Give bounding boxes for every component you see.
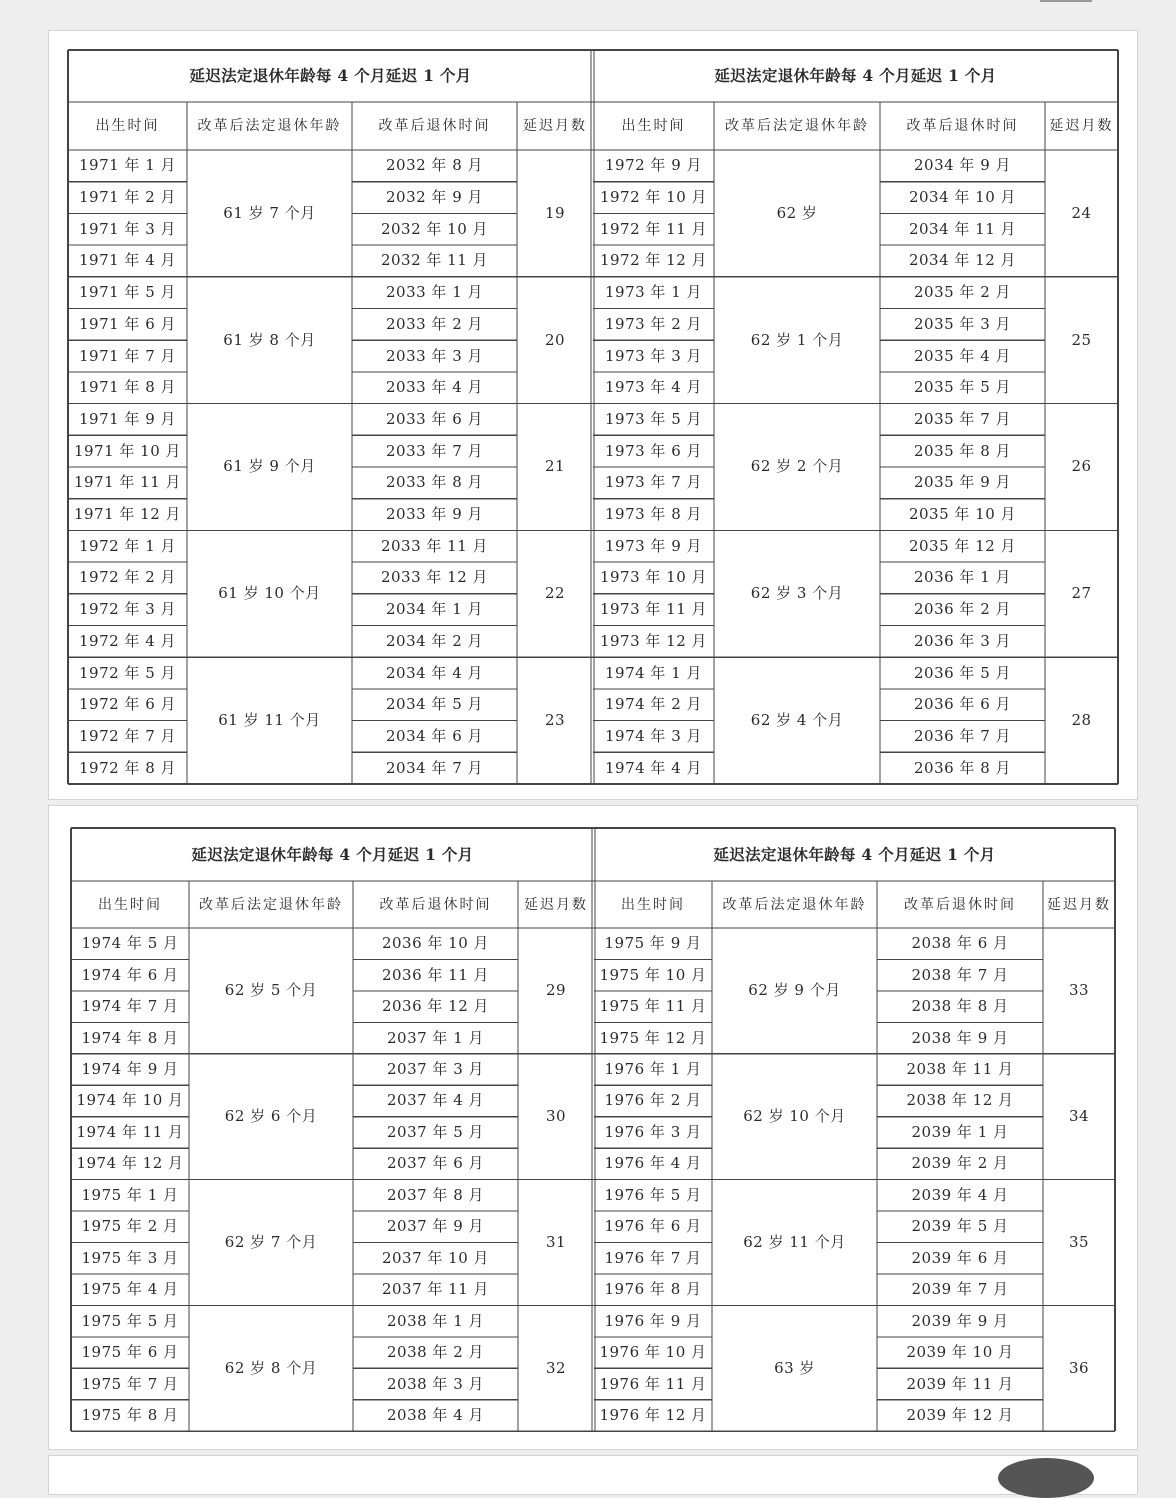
retirement-date-cell: 2034 年 9 月 (913, 156, 1012, 175)
retirement-date-cell: 2034 年 1 月 (385, 600, 484, 619)
retirement-date-cell: 2035 年 4 月 (913, 346, 1012, 365)
retirement-date-cell: 2038 年 11 月 (906, 1060, 1014, 1079)
retirement-age-cell: 62 岁 9 个月 (748, 981, 841, 1000)
retirement-age-cell: 62 岁 11 个月 (743, 1232, 846, 1251)
birth-date-cell: 1971 年 9 月 (78, 409, 177, 428)
birth-date-cell: 1976 年 1 月 (604, 1060, 702, 1079)
retirement-age-cell: 62 岁 1 个月 (750, 330, 844, 349)
column-header: 出生时间 (621, 896, 685, 913)
page-1 (48, 30, 1138, 800)
retirement-date-cell: 2033 年 1 月 (385, 283, 484, 302)
birth-date-cell: 1972 年 11 月 (599, 219, 708, 238)
birth-date-cell: 1974 年 3 月 (604, 726, 703, 745)
birth-date-cell: 1976 年 12 月 (599, 1405, 707, 1424)
birth-date-cell: 1974 年 8 月 (81, 1028, 179, 1047)
retirement-date-cell: 2033 年 11 月 (380, 536, 489, 555)
retirement-date-cell: 2038 年 12 月 (906, 1091, 1014, 1110)
retirement-date-cell: 2038 年 2 月 (386, 1343, 485, 1362)
birth-date-cell: 1976 年 7 月 (604, 1248, 702, 1267)
retirement-date-cell: 2039 年 5 月 (911, 1217, 1009, 1236)
retirement-age-cell: 62 岁 6 个月 (224, 1107, 318, 1126)
delay-months-cell: 19 (544, 203, 566, 222)
birth-date-cell: 1976 年 10 月 (599, 1343, 707, 1362)
delay-months-cell: 31 (545, 1232, 567, 1251)
column-header: 出生时间 (95, 118, 160, 134)
retirement-date-cell: 2038 年 6 月 (911, 934, 1009, 953)
birth-date-cell: 1975 年 2 月 (81, 1217, 179, 1236)
birth-date-cell: 1975 年 11 月 (599, 997, 707, 1016)
column-header: 改革后法定退休年龄 (197, 118, 342, 134)
retirement-date-cell: 2037 年 1 月 (386, 1028, 485, 1047)
birth-date-cell: 1975 年 3 月 (81, 1248, 179, 1267)
birth-date-cell: 1973 年 3 月 (604, 346, 703, 365)
retirement-date-cell: 2038 年 7 月 (911, 965, 1009, 984)
birth-date-cell: 1972 年 3 月 (78, 600, 177, 619)
column-header: 出生时间 (98, 896, 162, 913)
retirement-date-cell: 2036 年 3 月 (913, 631, 1012, 650)
birth-date-cell: 1971 年 3 月 (78, 219, 177, 238)
retirement-date-cell: 2038 年 4 月 (386, 1405, 485, 1424)
delay-months-cell: 20 (544, 330, 566, 349)
retirement-date-cell: 2038 年 8 月 (911, 997, 1009, 1016)
retirement-date-cell: 2033 年 9 月 (385, 505, 484, 524)
retirement-date-cell: 2035 年 7 月 (913, 409, 1012, 428)
birth-date-cell: 1973 年 12 月 (599, 631, 708, 650)
birth-date-cell: 1975 年 10 月 (599, 965, 707, 984)
column-header: 延迟月数 (1049, 118, 1114, 134)
retirement-date-cell: 2035 年 10 月 (908, 505, 1017, 524)
retirement-date-cell: 2037 年 11 月 (381, 1280, 490, 1299)
column-header: 改革后退休时间 (378, 118, 491, 134)
retirement-date-cell: 2038 年 3 月 (386, 1374, 485, 1393)
birth-date-cell: 1974 年 10 月 (76, 1091, 184, 1110)
delay-months-cell: 21 (544, 457, 566, 476)
birth-date-cell: 1973 年 4 月 (604, 378, 703, 397)
birth-date-cell: 1972 年 2 月 (78, 568, 177, 587)
floating-button[interactable] (998, 1458, 1094, 1498)
birth-date-cell: 1971 年 11 月 (73, 473, 182, 492)
retirement-date-cell: 2033 年 4 月 (385, 378, 484, 397)
retirement-date-cell: 2037 年 5 月 (386, 1122, 485, 1141)
birth-date-cell: 1975 年 12 月 (599, 1028, 707, 1047)
birth-date-cell: 1971 年 8 月 (78, 378, 177, 397)
birth-date-cell: 1976 年 9 月 (604, 1311, 702, 1330)
retirement-date-cell: 2034 年 12 月 (908, 251, 1017, 270)
table-title: 延迟法定退休年龄每 4 个月延迟 1 个月 (189, 66, 472, 86)
delay-months-cell: 32 (545, 1358, 567, 1377)
birth-date-cell: 1972 年 5 月 (78, 663, 177, 682)
delay-months-cell: 24 (1071, 203, 1092, 222)
birth-date-cell: 1973 年 1 月 (604, 283, 703, 302)
birth-date-cell: 1971 年 7 月 (78, 346, 177, 365)
retirement-date-cell: 2032 年 10 月 (380, 219, 489, 238)
birth-date-cell: 1973 年 5 月 (604, 409, 703, 428)
retirement-date-cell: 2036 年 10 月 (381, 934, 490, 953)
retirement-date-cell: 2035 年 3 月 (913, 314, 1012, 333)
birth-date-cell: 1974 年 11 月 (76, 1122, 184, 1141)
birth-date-cell: 1975 年 1 月 (81, 1185, 179, 1204)
birth-date-cell: 1971 年 2 月 (78, 188, 177, 207)
birth-date-cell: 1972 年 9 月 (604, 156, 703, 175)
retirement-date-cell: 2035 年 9 月 (913, 473, 1012, 492)
column-header: 延迟月数 (524, 896, 588, 913)
retirement-age-cell: 62 岁 5 个月 (224, 981, 318, 1000)
column-header: 延迟月数 (523, 118, 587, 134)
retirement-date-cell: 2034 年 5 月 (385, 695, 484, 714)
birth-date-cell: 1974 年 6 月 (81, 965, 179, 984)
retirement-date-cell: 2039 年 7 月 (911, 1280, 1009, 1299)
retirement-date-cell: 2033 年 8 月 (385, 473, 484, 492)
retirement-date-cell: 2039 年 6 月 (911, 1248, 1009, 1267)
birth-date-cell: 1975 年 4 月 (81, 1280, 179, 1299)
retirement-date-cell: 2037 年 4 月 (386, 1091, 485, 1110)
retirement-date-cell: 2037 年 10 月 (381, 1248, 490, 1267)
retirement-date-cell: 2038 年 1 月 (386, 1311, 485, 1330)
retirement-age-cell: 62 岁 8 个月 (224, 1358, 318, 1377)
birth-date-cell: 1974 年 12 月 (76, 1154, 184, 1173)
birth-date-cell: 1976 年 11 月 (599, 1374, 707, 1393)
retirement-date-cell: 2036 年 7 月 (913, 726, 1012, 745)
retirement-date-cell: 2036 年 8 月 (913, 758, 1012, 777)
column-header: 延迟月数 (1047, 896, 1111, 913)
birth-date-cell: 1971 年 10 月 (73, 441, 182, 460)
retirement-date-cell: 2039 年 9 月 (911, 1311, 1009, 1330)
birth-date-cell: 1975 年 8 月 (81, 1405, 179, 1424)
delay-months-cell: 27 (1071, 584, 1092, 603)
delay-months-cell: 22 (544, 584, 566, 603)
retirement-date-cell: 2033 年 7 月 (385, 441, 484, 460)
retirement-age-cell: 63 岁 (774, 1358, 815, 1377)
retirement-date-cell: 2033 年 6 月 (385, 409, 484, 428)
birth-date-cell: 1972 年 6 月 (78, 695, 177, 714)
retirement-age-cell: 61 岁 11 个月 (218, 711, 321, 730)
delay-months-cell: 28 (1071, 711, 1092, 730)
retirement-date-cell: 2034 年 6 月 (385, 726, 484, 745)
delay-months-cell: 36 (1068, 1358, 1090, 1377)
birth-date-cell: 1976 年 6 月 (604, 1217, 702, 1236)
retirement-date-cell: 2034 年 2 月 (385, 631, 484, 650)
retirement-age-cell: 62 岁 10 个月 (743, 1107, 846, 1126)
retirement-age-cell: 62 岁 3 个月 (750, 584, 844, 603)
birth-date-cell: 1972 年 7 月 (78, 726, 177, 745)
retirement-age-cell: 62 岁 (776, 203, 818, 222)
birth-date-cell: 1973 年 10 月 (599, 568, 708, 587)
delay-months-cell: 34 (1068, 1107, 1090, 1126)
top-status-bar (1040, 0, 1092, 2)
retirement-date-cell: 2038 年 9 月 (911, 1028, 1009, 1047)
birth-date-cell: 1976 年 2 月 (604, 1091, 702, 1110)
retirement-date-cell: 2035 年 5 月 (913, 378, 1012, 397)
retirement-age-cell: 61 岁 10 个月 (218, 584, 321, 603)
delay-months-cell: 33 (1068, 981, 1090, 1000)
birth-date-cell: 1974 年 9 月 (81, 1060, 179, 1079)
column-header: 改革后法定退休年龄 (725, 118, 869, 134)
column-header: 改革后退休时间 (904, 896, 1016, 913)
retirement-date-cell: 2033 年 2 月 (385, 314, 484, 333)
birth-date-cell: 1976 年 4 月 (604, 1154, 702, 1173)
birth-date-cell: 1971 年 6 月 (78, 314, 177, 333)
page-2 (48, 805, 1138, 1450)
birth-date-cell: 1972 年 12 月 (599, 251, 708, 270)
column-header: 改革后法定退休年龄 (722, 896, 867, 913)
table-title: 延迟法定退休年龄每 4 个月延迟 1 个月 (714, 66, 997, 86)
birth-date-cell: 1973 年 7 月 (604, 473, 703, 492)
column-header: 改革后退休时间 (906, 118, 1019, 134)
delay-months-cell: 25 (1071, 330, 1092, 349)
birth-date-cell: 1971 年 1 月 (78, 156, 177, 175)
retirement-date-cell: 2034 年 7 月 (385, 758, 484, 777)
retirement-date-cell: 2037 年 6 月 (386, 1154, 485, 1173)
retirement-date-cell: 2036 年 6 月 (913, 695, 1012, 714)
table-title: 延迟法定退休年龄每 4 个月延迟 1 个月 (713, 844, 996, 864)
column-header: 出生时间 (621, 118, 686, 134)
column-header: 改革后退休时间 (379, 896, 492, 913)
retirement-date-cell: 2039 年 10 月 (906, 1343, 1014, 1362)
retirement-age-cell: 61 岁 8 个月 (223, 330, 316, 349)
birth-date-cell: 1973 年 9 月 (604, 536, 703, 555)
retirement-date-cell: 2033 年 3 月 (385, 346, 484, 365)
retirement-date-cell: 2036 年 12 月 (381, 997, 490, 1016)
retirement-date-cell: 2039 年 12 月 (906, 1405, 1014, 1424)
retirement-age-cell: 62 岁 7 个月 (224, 1232, 318, 1251)
birth-date-cell: 1971 年 5 月 (78, 283, 177, 302)
birth-date-cell: 1973 年 8 月 (604, 505, 703, 524)
retirement-date-cell: 2037 年 8 月 (386, 1185, 485, 1204)
birth-date-cell: 1972 年 8 月 (78, 758, 177, 777)
birth-date-cell: 1974 年 4 月 (604, 758, 703, 777)
retirement-age-cell: 62 岁 2 个月 (750, 457, 844, 476)
birth-date-cell: 1973 年 11 月 (599, 600, 708, 619)
birth-date-cell: 1974 年 7 月 (81, 997, 179, 1016)
birth-date-cell: 1973 年 6 月 (604, 441, 703, 460)
retirement-date-cell: 2034 年 10 月 (908, 188, 1017, 207)
retirement-date-cell: 2037 年 9 月 (386, 1217, 485, 1236)
retirement-date-cell: 2036 年 5 月 (913, 663, 1012, 682)
delay-months-cell: 35 (1068, 1232, 1090, 1251)
birth-date-cell: 1976 年 8 月 (604, 1280, 702, 1299)
retirement-age-cell: 61 岁 7 个月 (223, 203, 316, 222)
birth-date-cell: 1974 年 1 月 (604, 663, 703, 682)
page-3-partial (48, 1455, 1138, 1495)
retirement-date-cell: 2034 年 4 月 (385, 663, 484, 682)
birth-date-cell: 1974 年 2 月 (604, 695, 703, 714)
retirement-date-cell: 2032 年 11 月 (380, 251, 489, 270)
retirement-date-cell: 2034 年 11 月 (908, 219, 1017, 238)
birth-date-cell: 1975 年 7 月 (81, 1374, 179, 1393)
delay-months-cell: 30 (545, 1107, 567, 1126)
retirement-date-cell: 2039 年 4 月 (911, 1185, 1009, 1204)
retirement-age-cell: 61 岁 9 个月 (223, 457, 316, 476)
retirement-date-cell: 2039 年 1 月 (911, 1122, 1009, 1141)
retirement-age-cell: 62 岁 4 个月 (750, 711, 844, 730)
retirement-date-cell: 2036 年 11 月 (381, 965, 490, 984)
table-title: 延迟法定退休年龄每 4 个月延迟 1 个月 (191, 844, 474, 864)
birth-date-cell: 1976 年 5 月 (604, 1185, 702, 1204)
birth-date-cell: 1975 年 6 月 (81, 1343, 179, 1362)
birth-date-cell: 1973 年 2 月 (604, 314, 703, 333)
retirement-date-cell: 2039 年 11 月 (906, 1374, 1014, 1393)
retirement-date-cell: 2032 年 8 月 (385, 156, 484, 175)
birth-date-cell: 1971 年 12 月 (73, 505, 182, 524)
retirement-date-cell: 2035 年 2 月 (913, 283, 1012, 302)
birth-date-cell: 1972 年 1 月 (78, 536, 177, 555)
retirement-date-cell: 2035 年 12 月 (908, 536, 1017, 555)
retirement-date-cell: 2036 年 2 月 (913, 600, 1012, 619)
birth-date-cell: 1975 年 9 月 (604, 934, 702, 953)
retirement-date-cell: 2036 年 1 月 (913, 568, 1012, 587)
retirement-date-cell: 2037 年 3 月 (386, 1060, 485, 1079)
delay-months-cell: 29 (545, 981, 567, 1000)
retirement-date-cell: 2039 年 2 月 (911, 1154, 1009, 1173)
retirement-date-cell: 2033 年 12 月 (380, 568, 489, 587)
retirement-date-cell: 2035 年 8 月 (913, 441, 1012, 460)
birth-date-cell: 1972 年 4 月 (78, 631, 177, 650)
column-header: 改革后法定退休年龄 (199, 896, 343, 913)
birth-date-cell: 1972 年 10 月 (599, 188, 708, 207)
retirement-date-cell: 2032 年 9 月 (385, 188, 484, 207)
birth-date-cell: 1976 年 3 月 (604, 1122, 702, 1141)
birth-date-cell: 1975 年 5 月 (81, 1311, 179, 1330)
birth-date-cell: 1971 年 4 月 (78, 251, 177, 270)
delay-months-cell: 26 (1071, 457, 1092, 476)
birth-date-cell: 1974 年 5 月 (81, 934, 179, 953)
delay-months-cell: 23 (544, 711, 566, 730)
